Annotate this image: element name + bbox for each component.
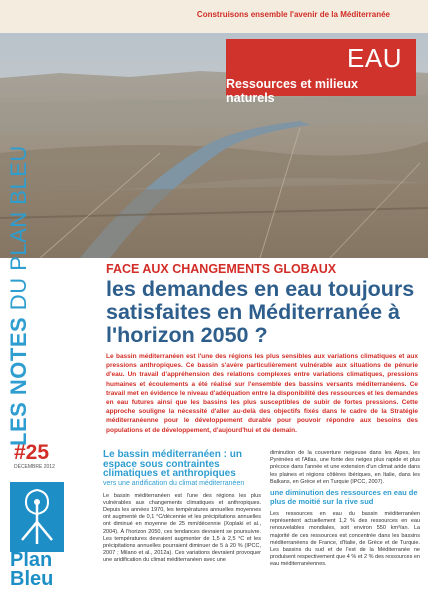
right-column xyxy=(270,450,420,569)
right-section-title: une diminution des ressources en eau de plus de moitié sur la rive sud xyxy=(270,488,418,506)
theme-subtitle: Ressources et milieux naturels xyxy=(226,77,359,105)
series-line2: DU PLAN BLEU xyxy=(6,145,31,311)
left-column xyxy=(103,450,261,565)
banner-tagline: Construisons ensemble l'avenir de la Méditerranée xyxy=(196,10,390,19)
headline-title: les demandes en eau toujours satisfaites en Méditerranée à l'horizon 2050 ? xyxy=(106,277,415,347)
top-banner xyxy=(0,0,428,33)
theme-title: EAU xyxy=(347,43,402,73)
series-line1: LES NOTES xyxy=(6,316,31,446)
left-section-subtitle: vers une aridification du climat méditerranéen xyxy=(103,479,245,487)
headline-kicker: FACE AUX CHANGEMENTS GLOBAUX xyxy=(106,262,337,276)
plan-bleu-logo xyxy=(10,482,64,552)
logo-wordmark xyxy=(10,551,66,589)
logo-line2: Bleu xyxy=(10,568,54,590)
series-vertical-title xyxy=(4,145,34,446)
left-body-text: Le bassin méditerranéen est l'une des régions les plus vulnérables aux changements climatiques et anthropiques. Depuis les années 1970, les températures annuelles moyennes ont augmenté de 0,1 °C/décennie et les précipitations annuelles ont diminué en moyenne de 25 mm/décennie (Xoplaki et al., 2004). À l'horizon 2050, ces tendances devraient se poursuivre. Les températures devraient augmenter de 1,5 à 2,5 °C et les précipitations annuelles pourraient diminuer de 5 à 20 % (IPCC, 2007 ; Milano et al., 2012a). Ces variations devraient provoquer une aridification du climat méditerranéen avec une xyxy=(103,492,261,564)
logo-emblem-icon xyxy=(10,482,64,552)
right-body-text-2: Les ressources en eau du bassin méditerranéen représentent actuellement 1,2 % des ressources en eau renouvelables mondiales, soit environ 550 km³/an. La majorité de ces ressources est concentrée dans les bassins méditerranéens de France, d'Italie, de Grèce et de Turquie. Les bassins du sud et de l'est de la Méditerranée ne produisent respectivement que 4 % et 2 % des ressources en eau méditerranéennes. xyxy=(270,511,420,568)
left-section-title: Le bassin méditerranéen : un espace sous contraintes climatiques et anthropiques xyxy=(103,449,242,479)
logo-line1: Plan xyxy=(10,549,53,571)
issue-date: DÉCEMBRE 2012 xyxy=(14,464,55,470)
intro-paragraph: Le bassin méditerranéen est l'une des régions les plus sensibles aux variations climatiques et aux pressions anthropiques. Ce bassin s'avère particulièrement vulnérable aux situations de pénurie d'eau. Un travail d'appréhension des relations complexes entre variations climatiques, pressions humaines et écoulements a été réalisé sur l'ensemble des bassins versants méditerranéens. Ce travail met en évidence le niveau d'adéquation entre la disponibilité des ressources et les demandes en eau futures ainsi que les bassins les plus susceptibles de subir de fortes pressions. Cette approche souligne la nécessité d'aller au-delà des objectifs fixés dans le cadre de la Stratégie méditerranéenne pour le développement durable pour pouvoir répondre aux besoins des populations et de développement, d'aujourd'hui et de demain. xyxy=(106,353,418,434)
right-body-text-1: diminution de la couverture neigeuse dans les Alpes, les Pyrénées et l'Atlas, une fonte des neiges plus rapide et plus précoce dans l'année et une extension d'un climat aride dans les plaines et régions côtières ibériques, en Italie, dans les Balkans, en Grèce et en Turquie (IPCC, 2007). xyxy=(270,450,420,485)
theme-box xyxy=(226,39,416,105)
issue-number: #25 xyxy=(14,441,50,464)
